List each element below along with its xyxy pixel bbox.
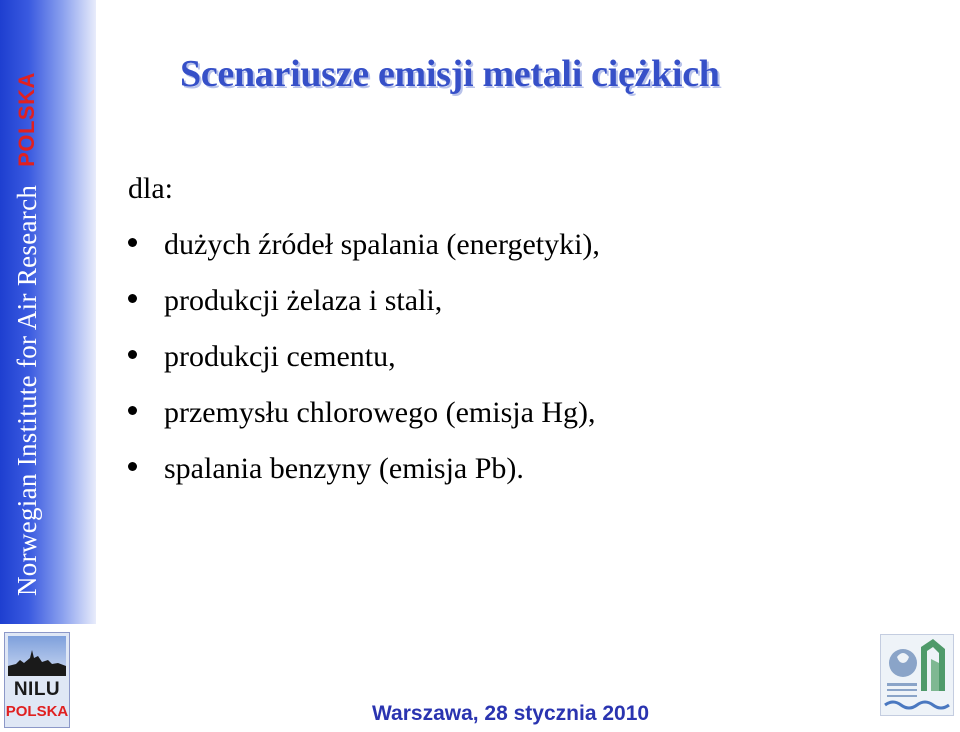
list-item xyxy=(128,225,600,281)
list-item xyxy=(128,449,600,505)
list-item xyxy=(128,281,600,337)
bullet-list xyxy=(128,225,600,505)
nilu-logo-country: POLSKA xyxy=(5,703,69,720)
side-band xyxy=(0,0,96,624)
logo-sky xyxy=(8,636,66,676)
list-item-text: dużych źródeł spalania (energetyki), xyxy=(164,228,600,261)
list-item-text: przemysłu chlorowego (emisja Hg), xyxy=(164,396,596,429)
bullet-icon xyxy=(128,406,137,415)
country-label: POLSKA xyxy=(14,72,39,167)
institute-name: Norwegian Institute for Air Research xyxy=(11,184,42,596)
skyline-icon xyxy=(8,636,66,676)
bullet-icon xyxy=(128,462,137,471)
list-item xyxy=(128,393,600,449)
intro-text: dla: xyxy=(128,172,173,205)
bullet-icon xyxy=(128,238,137,247)
nilu-logo xyxy=(4,632,70,728)
list-item-text: produkcji cementu, xyxy=(164,340,396,373)
slide-title: Scenariusze emisji metali ciężkich xyxy=(180,53,720,95)
bullet-icon xyxy=(128,294,137,303)
nilu-logo-name: NILU xyxy=(13,679,61,700)
klub-logo-icon xyxy=(881,635,953,715)
bullet-icon xyxy=(128,350,137,359)
list-item-text: spalania benzyny (emisja Pb). xyxy=(164,452,524,485)
sidebar-vertical-text xyxy=(2,0,52,596)
list-item xyxy=(128,337,600,393)
footer-date: Warszawa, 28 stycznia 2010 xyxy=(372,702,650,725)
list-item-text: produkcji żelaza i stali, xyxy=(164,284,443,317)
klub-nfosigw-logo xyxy=(880,634,954,716)
